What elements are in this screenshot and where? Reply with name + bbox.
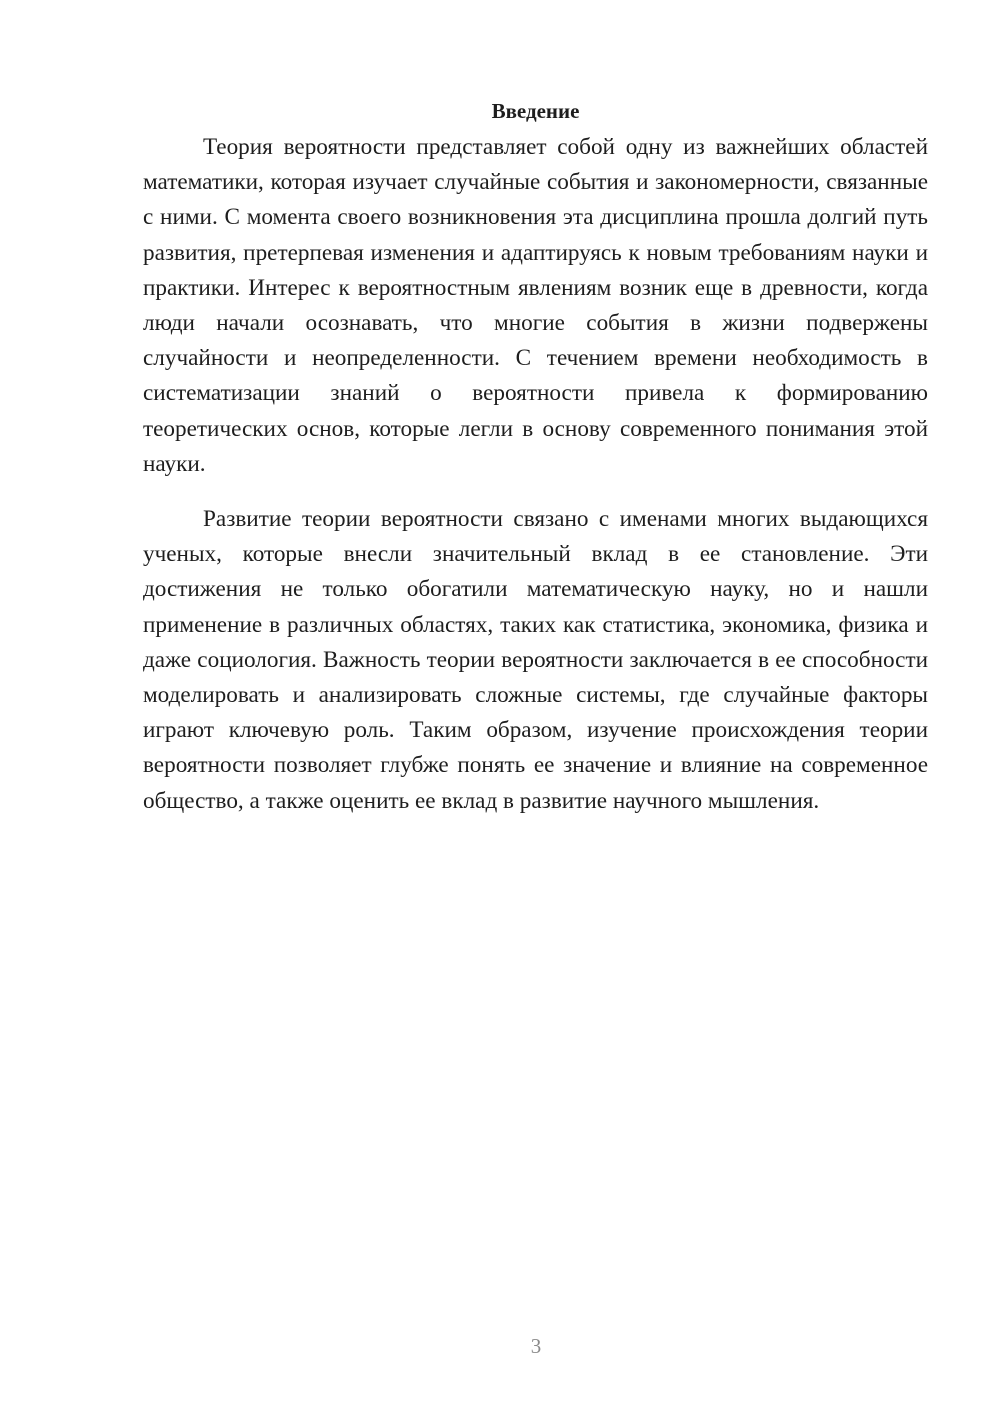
page-number: 3 bbox=[530, 1334, 542, 1358]
intro-paragraph-1: Теория вероятности представляет собой одну из важнейших областей математики, которая изучает случайные события и закономерности, связанные с ними. С момента своего возникновения эта дисциплина прошла долгий путь развития, претерпевая изменения и адаптируясь к новым требованиям науки и практики. Интерес к вероятностным явлениям возник еще в древности, когда люди начали осознавать, что многие события в жизни подвержены случайности и неопределенности. С течением времени необходимость в систематизации знаний о вероятности привела к формированию теоретических основ, которые легли в основу современного понимания этой науки. bbox=[143, 134, 928, 477]
intro-paragraph-2: Развитие теории вероятности связано с именами многих выдающихся ученых, которые внесли значительный вклад в ее становление. Эти достижения не только обогатили математическую науку, но и нашли применение в различных областях, таких как статистика, экономика, физика и даже социология. Важность теории вероятности заключается в ее способности моделировать и анализировать сложные системы, где случайные факторы играют ключевую роль. Таким образом, изучение происхождения теории вероятности позволяет глубже понять ее значение и влияние на современное общество, а также оценить ее вклад в развитие научного мышления. bbox=[143, 506, 928, 814]
page-content bbox=[143, 96, 928, 819]
section-heading: Введение bbox=[491, 99, 580, 123]
